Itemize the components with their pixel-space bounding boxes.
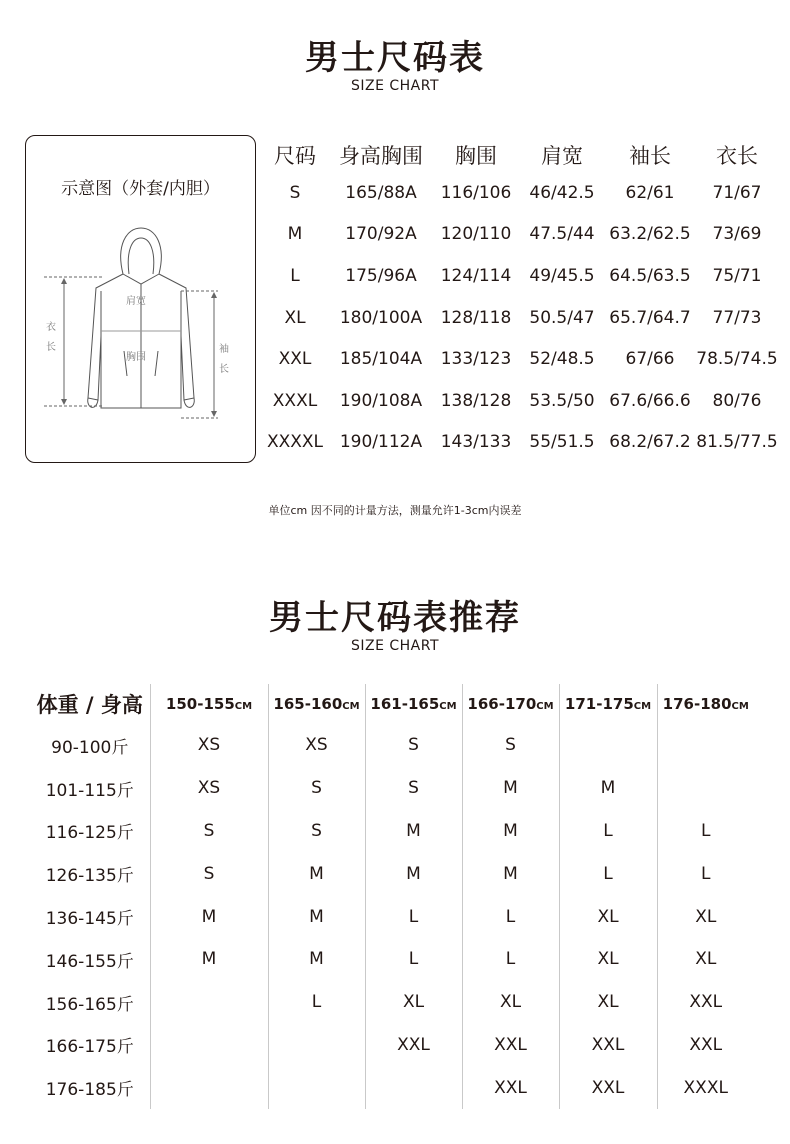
recommended-size-cell: XL: [559, 981, 657, 1024]
size-cell: M: [287, 224, 303, 245]
recommended-size-cell: XXL: [462, 1024, 559, 1067]
weight-cell: 136-145斤: [45, 909, 134, 930]
header-height-range: 150-155CM: [150, 684, 268, 724]
size-cell: 133/123: [440, 349, 512, 370]
header-shoulder: 肩宽: [541, 144, 583, 168]
header-height-range: 176-180CM: [657, 684, 754, 724]
recommended-size-cell: [150, 981, 268, 1024]
size-cell: 170/92A: [345, 224, 417, 245]
recommend-row: [30, 767, 754, 810]
recommended-size-cell: XL: [559, 895, 657, 938]
recommended-size-cell: L: [462, 895, 559, 938]
recommended-size-cell: XXL: [462, 1066, 559, 1109]
recommend-row: [30, 938, 754, 981]
recommended-size-cell: XXL: [559, 1066, 657, 1109]
chest-label: 胸围: [126, 352, 146, 363]
recommended-size-cell: [268, 1024, 365, 1067]
recommended-size-cell: M: [268, 895, 365, 938]
size-cell: 77/73: [712, 307, 762, 328]
recommended-size-cell: M: [268, 938, 365, 981]
weight-cell: 101-115斤: [45, 780, 134, 801]
recommended-size-cell: M: [462, 810, 559, 853]
weight-cell: 90-100斤: [51, 737, 129, 758]
jacket-diagram: [25, 135, 256, 463]
size-cell: XL: [284, 307, 306, 328]
recommended-size-cell: M: [150, 895, 268, 938]
recommended-size-cell: S: [268, 767, 365, 810]
header-height-chest: 身高胸围: [339, 144, 423, 168]
size-cell: 120/110: [440, 224, 512, 245]
recommended-size-cell: XXL: [559, 1024, 657, 1067]
size-cell: 64.5/63.5: [609, 265, 691, 286]
recommend-table: [30, 684, 754, 1109]
recommended-size-cell: XL: [462, 981, 559, 1024]
size-cell: 128/118: [440, 307, 512, 328]
recommend-row: [30, 1024, 754, 1067]
header-height-range: 165-160CM: [268, 684, 365, 724]
recommended-size-cell: S: [268, 810, 365, 853]
recommended-size-cell: [657, 767, 754, 810]
recommended-size-cell: XXL: [365, 1024, 462, 1067]
recommended-size-cell: XS: [150, 767, 268, 810]
size-cell: 75/71: [712, 265, 762, 286]
size-cell: 165/88A: [345, 182, 417, 203]
size-cell: 71/67: [712, 182, 762, 203]
size-chart-subtitle: SIZE CHART: [350, 78, 440, 94]
weight-cell: 156-165斤: [45, 994, 134, 1015]
sleeve-label-1: 袖: [219, 344, 229, 355]
size-cell: 73/69: [712, 224, 762, 245]
recommended-size-cell: XS: [150, 724, 268, 767]
size-cell: XXL: [278, 349, 312, 370]
header-height-range: 161-165CM: [365, 684, 462, 724]
weight-cell: 166-175斤: [45, 1037, 134, 1058]
size-cell: XXXL: [272, 390, 318, 411]
recommended-size-cell: L: [462, 938, 559, 981]
recommended-size-cell: S: [150, 852, 268, 895]
size-cell: 175/96A: [345, 265, 417, 286]
header-weight-height: 体重 / 身高: [36, 693, 143, 717]
size-row: [262, 297, 780, 339]
size-cell: 47.5/44: [529, 224, 595, 245]
recommended-size-cell: M: [150, 938, 268, 981]
weight-cell: 126-135斤: [45, 866, 134, 887]
recommended-size-cell: [268, 1066, 365, 1109]
header-size: 尺码: [274, 144, 316, 168]
size-cell: 53.5/50: [529, 390, 595, 411]
recommended-size-cell: XXL: [657, 1024, 754, 1067]
size-cell: 78.5/74.5: [696, 349, 778, 370]
recommended-size-cell: XL: [559, 938, 657, 981]
size-cell: 143/133: [440, 432, 512, 453]
size-cell: 68.2/67.2: [609, 432, 691, 453]
recommended-size-cell: M: [462, 767, 559, 810]
recommended-size-cell: L: [657, 852, 754, 895]
recommended-size-cell: S: [462, 724, 559, 767]
size-cell: 67/66: [625, 349, 675, 370]
size-cell: 63.2/62.5: [609, 224, 691, 245]
recommended-size-cell: M: [365, 852, 462, 895]
weight-cell: 146-155斤: [45, 951, 134, 972]
recommended-size-cell: [365, 1066, 462, 1109]
length-label-2: 长: [46, 342, 56, 353]
recommended-size-cell: L: [268, 981, 365, 1024]
weight-cell: 176-185斤: [45, 1080, 134, 1101]
size-cell: 52/48.5: [529, 349, 595, 370]
recommended-size-cell: M: [462, 852, 559, 895]
recommend-title: 男士尺码表推荐: [269, 598, 521, 638]
recommended-size-cell: XL: [365, 981, 462, 1024]
size-cell: XXXXL: [266, 432, 324, 453]
recommended-size-cell: S: [365, 767, 462, 810]
recommended-size-cell: S: [365, 724, 462, 767]
size-cell: 49/45.5: [529, 265, 595, 286]
size-row: [262, 338, 780, 380]
header-chest: 胸围: [455, 144, 497, 168]
size-cell: L: [290, 265, 300, 286]
size-cell: 80/76: [712, 390, 762, 411]
recommended-size-cell: L: [559, 852, 657, 895]
header-sleeve: 袖长: [629, 144, 671, 168]
size-row: [262, 214, 780, 256]
size-chart-header-row: [262, 138, 780, 172]
recommend-subtitle: SIZE CHART: [350, 638, 440, 654]
size-cell: 180/100A: [339, 307, 423, 328]
recommended-size-cell: [657, 724, 754, 767]
size-cell: 138/128: [440, 390, 512, 411]
recommended-size-cell: L: [657, 810, 754, 853]
recommended-size-cell: [150, 1066, 268, 1109]
measurement-note: 单位cm 因不同的计量方法，测量允许1-3cm内误差: [268, 504, 522, 517]
size-row: [262, 422, 780, 464]
size-cell: 55/51.5: [529, 432, 595, 453]
recommended-size-cell: L: [365, 895, 462, 938]
diagram-label: 示意图（外套/内胆）: [61, 179, 220, 199]
size-chart-title: 男士尺码表: [305, 38, 485, 78]
size-cell: 62/61: [625, 182, 675, 203]
header-height-range: 166-170CM: [462, 684, 559, 724]
recommended-size-cell: XXXL: [657, 1066, 754, 1109]
size-row: [262, 380, 780, 422]
size-cell: 124/114: [440, 265, 512, 286]
recommended-size-cell: M: [559, 767, 657, 810]
size-chart-table: [262, 138, 780, 463]
recommended-size-cell: L: [559, 810, 657, 853]
recommend-row: [30, 724, 754, 767]
recommended-size-cell: [150, 1024, 268, 1067]
length-label-1: 衣: [46, 322, 56, 333]
size-row: [262, 255, 780, 297]
recommended-size-cell: S: [150, 810, 268, 853]
header-height-range: 171-175CM: [559, 684, 657, 724]
recommended-size-cell: XL: [657, 895, 754, 938]
shoulder-label: 肩宽: [126, 296, 146, 307]
recommended-size-cell: M: [268, 852, 365, 895]
recommend-row: [30, 852, 754, 895]
weight-cell: 116-125斤: [45, 823, 134, 844]
size-cell: 185/104A: [339, 349, 423, 370]
recommend-header-row: [30, 684, 754, 724]
recommend-row: [30, 895, 754, 938]
size-row: [262, 172, 780, 214]
recommended-size-cell: XXL: [657, 981, 754, 1024]
size-cell: S: [289, 182, 301, 203]
recommended-size-cell: [559, 724, 657, 767]
recommend-row: [30, 981, 754, 1024]
sleeve-label-2: 长: [219, 364, 229, 375]
size-cell: 67.6/66.6: [609, 390, 691, 411]
recommend-row: [30, 810, 754, 853]
size-cell: 81.5/77.5: [696, 432, 778, 453]
recommended-size-cell: XL: [657, 938, 754, 981]
size-cell: 190/108A: [339, 390, 423, 411]
size-cell: 46/42.5: [529, 182, 595, 203]
size-cell: 190/112A: [339, 432, 423, 453]
size-cell: 65.7/64.7: [609, 307, 691, 328]
recommended-size-cell: L: [365, 938, 462, 981]
size-cell: 116/106: [440, 182, 512, 203]
size-cell: 50.5/47: [529, 307, 595, 328]
recommend-row: [30, 1066, 754, 1109]
header-length: 衣长: [716, 144, 758, 168]
recommended-size-cell: M: [365, 810, 462, 853]
recommended-size-cell: XS: [268, 724, 365, 767]
